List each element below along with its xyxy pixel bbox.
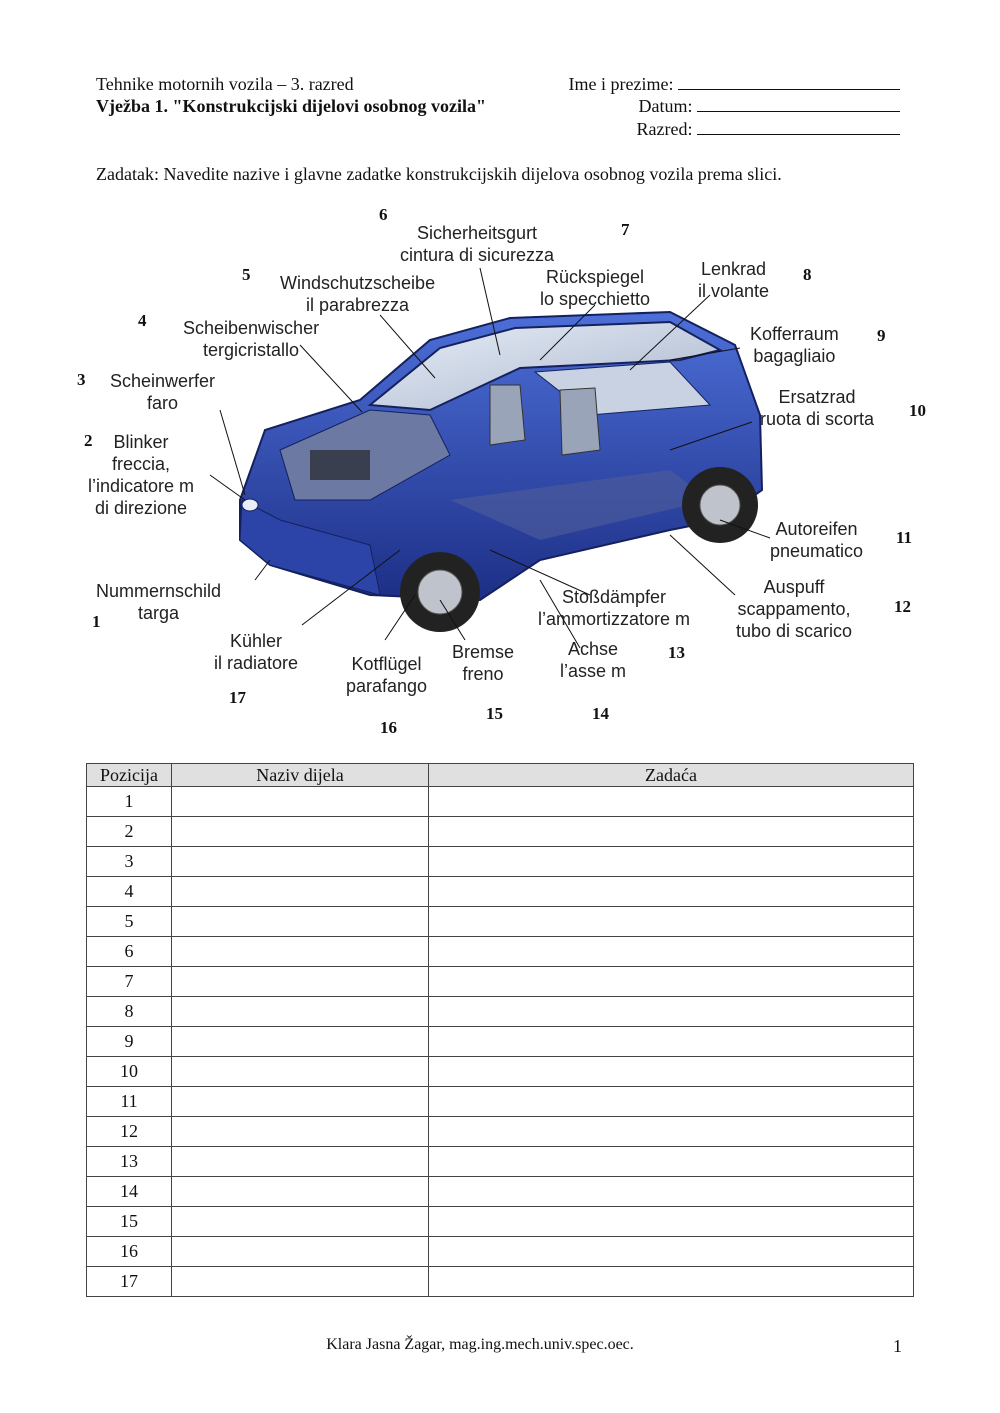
- row-task-cell[interactable]: [429, 997, 914, 1027]
- label-autoreifen: [770, 518, 863, 562]
- label-text: targa: [138, 603, 180, 623]
- position-number: 2: [84, 431, 93, 450]
- exercise-title: Vježba 1. "Konstrukcijski dijelovi osobnog vozila": [96, 96, 487, 116]
- row-part-name-cell[interactable]: [172, 1177, 429, 1207]
- row-position: 11: [87, 1087, 172, 1117]
- row-task-cell[interactable]: [429, 1237, 914, 1267]
- col-header-part-name: Naziv dijela: [172, 764, 429, 787]
- label-ersatzrad: [760, 386, 874, 430]
- table-row: [87, 1207, 914, 1237]
- table-row: [87, 877, 914, 907]
- col-header-task: Zadaća: [429, 764, 914, 787]
- row-position: 7: [87, 967, 172, 997]
- position-number: 6: [379, 205, 388, 224]
- label-text: cintura di sicurezza: [400, 245, 555, 265]
- class-field[interactable]: [637, 118, 900, 140]
- row-task-cell[interactable]: [429, 1267, 914, 1297]
- position-number: 7: [621, 220, 630, 239]
- label-kotfluegel: [346, 653, 427, 697]
- row-task-cell[interactable]: [429, 1207, 914, 1237]
- label-text: Sicherheitsgurt: [417, 223, 538, 243]
- row-part-name-cell[interactable]: [172, 1087, 429, 1117]
- label-text: Nummernschild: [96, 581, 222, 601]
- label-text: Scheinwerfer: [110, 371, 216, 391]
- label-text: parafango: [346, 676, 428, 696]
- row-position: 10: [87, 1057, 172, 1087]
- label-text: il radiatore: [214, 653, 299, 673]
- row-part-name-cell[interactable]: [172, 937, 429, 967]
- row-position: 16: [87, 1237, 172, 1267]
- row-position: 8: [87, 997, 172, 1027]
- class-blank[interactable]: [697, 118, 900, 135]
- row-part-name-cell[interactable]: [172, 1057, 429, 1087]
- position-number: 3: [77, 370, 86, 389]
- footer-author: Klara Jasna Žagar, mag.ing.mech.univ.spec.oec.: [326, 1336, 634, 1353]
- position-number: 11: [896, 528, 913, 547]
- position-number: 5: [242, 265, 251, 284]
- table-row: [87, 1147, 914, 1177]
- label-text: Kühler: [230, 631, 283, 651]
- label-text: freccia,: [112, 454, 171, 474]
- label-text: di direzione: [94, 498, 188, 518]
- label-blinker: [88, 431, 194, 519]
- row-task-cell[interactable]: [429, 937, 914, 967]
- parts-table: [86, 763, 914, 1297]
- table-row: [87, 1057, 914, 1087]
- row-position: 14: [87, 1177, 172, 1207]
- label-text: Blinker: [113, 432, 169, 452]
- table-row: [87, 1117, 914, 1147]
- row-task-cell[interactable]: [429, 1147, 914, 1177]
- row-part-name-cell[interactable]: [172, 817, 429, 847]
- position-number: 12: [894, 597, 911, 616]
- table-header-row: [87, 764, 914, 787]
- row-task-cell[interactable]: [429, 877, 914, 907]
- label-text: faro: [147, 393, 179, 413]
- class-label: Razred:: [636, 119, 693, 139]
- label-text: ruota di scorta: [760, 409, 875, 429]
- row-task-cell[interactable]: [429, 817, 914, 847]
- name-blank[interactable]: [678, 73, 900, 90]
- label-text: tergicristallo: [203, 340, 300, 360]
- label-text: Achse: [567, 639, 619, 659]
- label-bremse: [452, 641, 514, 685]
- row-part-name-cell[interactable]: [172, 1237, 429, 1267]
- row-part-name-cell[interactable]: [172, 997, 429, 1027]
- label-achse: [560, 638, 626, 682]
- label-text: scappamento,: [737, 599, 851, 619]
- label-text: Scheibenwischer: [183, 318, 320, 338]
- table-row: [87, 1027, 914, 1057]
- row-task-cell[interactable]: [429, 1057, 914, 1087]
- position-number: 15: [486, 704, 503, 723]
- label-rueckspiegel: [540, 266, 650, 310]
- date-blank[interactable]: [697, 95, 900, 112]
- name-label: Ime i prezime:: [568, 74, 674, 94]
- row-position: 9: [87, 1027, 172, 1057]
- name-field[interactable]: [569, 73, 900, 95]
- row-part-name-cell[interactable]: [172, 877, 429, 907]
- label-text: Ersatzrad: [778, 387, 856, 407]
- label-lenkrad: [698, 258, 769, 302]
- label-text: Auspuff: [763, 577, 825, 597]
- label-text: Stoßdämpfer: [561, 587, 667, 607]
- position-number: 4: [138, 311, 147, 330]
- position-number: 1: [92, 612, 101, 631]
- row-position: 13: [87, 1147, 172, 1177]
- label-text: lo specchietto: [540, 289, 651, 309]
- row-position: 1: [87, 787, 172, 817]
- row-position: 2: [87, 817, 172, 847]
- position-number: 17: [229, 688, 246, 707]
- position-number: 14: [592, 704, 609, 723]
- table-row: [87, 967, 914, 997]
- row-position: 17: [87, 1267, 172, 1297]
- label-text: Bremse: [452, 642, 515, 662]
- row-part-name-cell[interactable]: [172, 907, 429, 937]
- label-nummernschild: [96, 580, 221, 624]
- label-text: l’ammortizzatore m: [538, 609, 691, 629]
- position-number: 16: [380, 718, 397, 737]
- label-windschutzscheibe: [280, 272, 435, 316]
- label-text: l’indicatore m: [88, 476, 195, 496]
- col-header-position: Pozicija: [87, 764, 172, 787]
- label-text: Kotflügel: [351, 654, 422, 674]
- position-number: 9: [877, 326, 886, 345]
- table-row: [87, 1177, 914, 1207]
- label-sicherheitsgurt: [400, 222, 554, 266]
- label-text: l’asse m: [560, 661, 627, 681]
- row-part-name-cell[interactable]: [172, 787, 429, 817]
- label-text: Lenkrad: [700, 259, 767, 279]
- table-row: [87, 847, 914, 877]
- label-text: il volante: [698, 281, 770, 301]
- table-row: [87, 1237, 914, 1267]
- table-row: [87, 1087, 914, 1117]
- label-text: Autoreifen: [775, 519, 858, 539]
- row-task-cell[interactable]: [429, 787, 914, 817]
- row-task-cell[interactable]: [429, 1177, 914, 1207]
- label-text: Rückspiegel: [546, 267, 645, 287]
- position-number: 13: [668, 643, 685, 662]
- label-auspuff: [736, 576, 852, 642]
- row-task-cell[interactable]: [429, 967, 914, 997]
- row-task-cell[interactable]: [429, 847, 914, 877]
- label-text: freno: [462, 664, 504, 684]
- row-position: 15: [87, 1207, 172, 1237]
- table-row: [87, 1267, 914, 1297]
- row-position: 3: [87, 847, 172, 877]
- date-label: Datum:: [638, 96, 693, 116]
- row-task-cell[interactable]: [429, 907, 914, 937]
- page-number: 1: [893, 1336, 902, 1356]
- row-part-name-cell[interactable]: [172, 1207, 429, 1237]
- row-task-cell[interactable]: [429, 1117, 914, 1147]
- label-text: Kofferraum: [750, 324, 839, 344]
- label-text: il parabrezza: [306, 295, 410, 315]
- label-scheibenwischer: [183, 317, 319, 361]
- position-number: 8: [803, 265, 812, 284]
- row-part-name-cell[interactable]: [172, 847, 429, 877]
- row-part-name-cell[interactable]: [172, 1267, 429, 1297]
- label-text: bagagliaio: [753, 346, 836, 366]
- row-position: 12: [87, 1117, 172, 1147]
- row-position: 6: [87, 937, 172, 967]
- row-task-cell[interactable]: [429, 1087, 914, 1117]
- table-row: [87, 787, 914, 817]
- label-text: pneumatico: [770, 541, 864, 561]
- table-row: [87, 937, 914, 967]
- row-task-cell[interactable]: [429, 1027, 914, 1057]
- row-part-name-cell[interactable]: [172, 967, 429, 997]
- position-number: 10: [909, 401, 926, 420]
- label-kuehler: [214, 630, 298, 674]
- label-text: Windschutzscheibe: [280, 273, 436, 293]
- car-diagram: [70, 200, 950, 745]
- row-part-name-cell[interactable]: [172, 1147, 429, 1177]
- label-stossdaempfer: [538, 586, 690, 630]
- row-position: 5: [87, 907, 172, 937]
- row-part-name-cell[interactable]: [172, 1027, 429, 1057]
- label-kofferraum: [750, 323, 839, 367]
- label-text: tubo di scarico: [736, 621, 853, 641]
- row-position: 4: [87, 877, 172, 907]
- task-instruction: Zadatak: Navedite nazive i glavne zadatke konstrukcijskih dijelova osobnog vozila prema slici.: [96, 164, 782, 184]
- subject-line: Tehnike motornih vozila – 3. razred: [96, 74, 354, 94]
- table-row: [87, 817, 914, 847]
- table-row: [87, 997, 914, 1027]
- row-part-name-cell[interactable]: [172, 1117, 429, 1147]
- label-scheinwerfer: [110, 370, 215, 414]
- date-field[interactable]: [639, 95, 901, 117]
- table-row: [87, 907, 914, 937]
